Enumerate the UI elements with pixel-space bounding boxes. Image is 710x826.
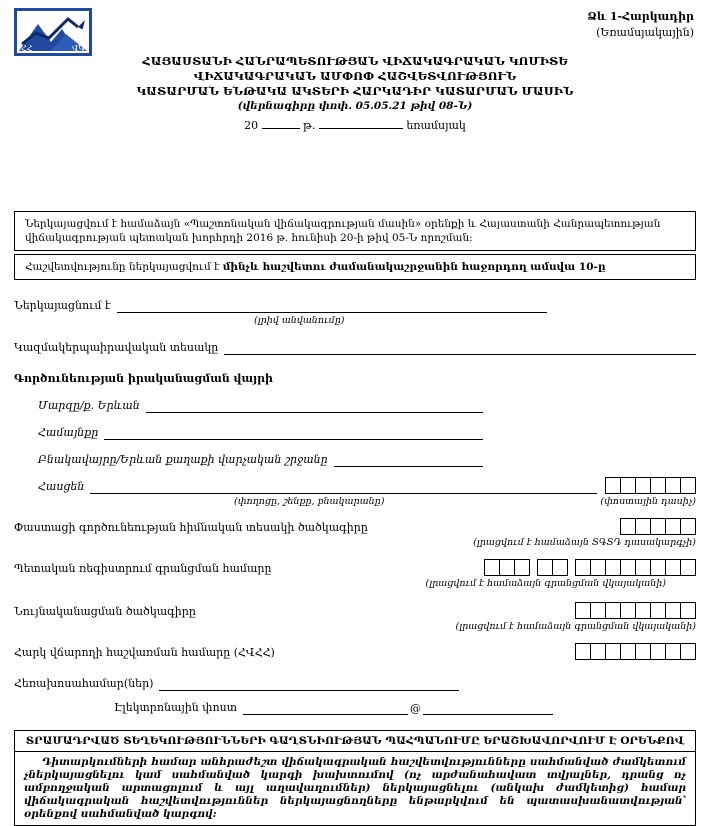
code-box-cell[interactable] [635, 477, 651, 494]
code-box-cell[interactable] [650, 559, 666, 576]
amendment-note: (վերնագիրը փոփ. 05.05.21 թիվ 08-Ն) [237, 100, 473, 112]
box-group [575, 643, 696, 660]
code-box-cell[interactable] [605, 559, 621, 576]
state-register-hint-row [14, 578, 696, 590]
presenter-row [14, 298, 696, 313]
deadline-prefix: Հաշվետվությունը ներկայացվում է [25, 261, 223, 273]
code-box-cell[interactable] [635, 518, 651, 535]
phone-label: Հեռախոսահամար(ներ) [14, 677, 154, 690]
id-code-hint-row [14, 621, 696, 633]
tin-label: Հարկ վճարողի հաշվառման համարը (ՀՎՀՀ) [14, 646, 275, 659]
liability-notice [14, 751, 696, 826]
code-box-cell[interactable] [665, 559, 681, 576]
activity-code-hint: (լրացվում է համաձայն ՏԳՏԴ դասակարգչի) [473, 537, 696, 548]
code-box-cell[interactable] [605, 643, 621, 660]
code-box-cell[interactable] [680, 518, 696, 535]
presenter-hint: (լրիվ անվանումը) [254, 315, 345, 326]
deadline-bold: մինչև հաշվետու ժամանակաշրջանին հաջորդող ամսվա 10-ը [222, 261, 606, 273]
activity-code-label: Փաստացի գործունեության հիմնական տեսակի ծածկագիրը [14, 521, 368, 534]
settlement-input-line[interactable] [334, 454, 483, 467]
year-prefix: 20 [244, 119, 259, 132]
code-box-cell[interactable] [620, 477, 636, 494]
address-hint: (փողոցը, շենքը, բնակարանը) [234, 496, 385, 507]
code-box-cell[interactable] [590, 559, 606, 576]
tin-row [14, 643, 696, 660]
legal-basis-text: Ներկայացվում է համաձայն «Պաշտոնական վիճակագրության մասին» օրենքի և Հայաստանի Հանրապետության վիճակագրության պետական խորհրդի 2016 թ. հունիսի 20-ի թիվ 05-Ն որոշման: [25, 218, 661, 244]
year-blank[interactable] [262, 117, 300, 129]
logo-right-letters: ՎԿ [72, 44, 85, 53]
code-box-cell[interactable] [635, 602, 651, 619]
box-group [605, 477, 696, 494]
box-group [575, 602, 696, 619]
report-subtitle: ԿԱՏԱՐՄԱՆ ԵՆԹԱԿԱ ԱԿՏԵՐԻ ՀԱՐԿԱԴԻՐ ԿԱՏԱՐՄԱՆ ՄԱՍԻՆ [136, 84, 574, 98]
code-box-cell[interactable] [665, 643, 681, 660]
code-box-cell[interactable] [665, 477, 681, 494]
community-row [38, 425, 483, 440]
code-box-cell[interactable] [575, 643, 591, 660]
form-code: Ձև 1-Հարկադիր [587, 10, 694, 23]
code-box-cell[interactable] [514, 559, 530, 576]
email-at-sign: @ [409, 702, 421, 715]
code-box-cell[interactable] [605, 477, 621, 494]
code-box-cell[interactable] [665, 602, 681, 619]
settlement-row [38, 452, 483, 467]
settlement-label: Բնակավայրը/Երևան քաղաքի վարչական շրջանը [38, 453, 328, 466]
email-label: Էլեկտրոնային փոստ [114, 701, 237, 714]
email-row [114, 700, 696, 715]
phone-row [14, 676, 696, 691]
logo-left-letters: ՀՀ [21, 44, 33, 53]
presenter-input-line[interactable] [117, 300, 547, 313]
deadline-box [14, 254, 696, 280]
committee-name: ՀԱՅԱՍՏԱՆԻ ՀԱՆՐԱՊԵՏՈՒԹՅԱՆ ՎԻՃԱԿԱԳՐԱԿԱՆ ԿՈՄԻՏԵ [142, 54, 568, 68]
box-group [537, 559, 568, 576]
activity-location-heading: Գործունեության իրականացման վայրի [14, 372, 273, 385]
code-box-cell[interactable] [499, 559, 515, 576]
code-box-cell[interactable] [650, 602, 666, 619]
id-code-boxes[interactable] [575, 602, 696, 619]
code-box-cell[interactable] [635, 643, 651, 660]
id-code-row [14, 602, 696, 619]
code-box-cell[interactable] [680, 602, 696, 619]
code-box-cell[interactable] [620, 518, 636, 535]
form-periodicity: (Եռամսյակային) [596, 26, 694, 39]
code-box-cell[interactable] [552, 559, 568, 576]
armstat-emblem-icon [14, 8, 92, 56]
box-group [575, 559, 696, 576]
region-row [38, 398, 483, 413]
email-user-input-line[interactable] [243, 702, 408, 715]
code-box-cell[interactable] [620, 643, 636, 660]
confidentiality-text: ՏՐԱՄԱԴՐՎԱԾ ՏԵՂԵԿՈՒԹՅՈՒՆՆԵՐԻ ԳԱՂՏՆԻՈՒԹՅԱՆ ՊԱՀՊԱՆՈՒՄԸ ԵՐԱՇԽԱՎՈՐՎՈՒՄ Է ՕՐԵՆՔՈՎ [25, 735, 685, 747]
code-box-cell[interactable] [635, 559, 651, 576]
email-domain-input-line[interactable] [423, 702, 553, 715]
presenter-label: Ներկայացնում է [14, 299, 111, 312]
legal-type-row [14, 340, 696, 355]
id-code-hint: (լրացվում է համաձայն գրանցման վկայականի) [455, 621, 696, 632]
form-code-block [587, 10, 694, 40]
phone-input-line[interactable] [159, 678, 459, 691]
code-box-cell[interactable] [484, 559, 500, 576]
presenter-hint-row [14, 315, 696, 327]
state-register-boxes[interactable] [484, 559, 696, 576]
code-box-cell[interactable] [590, 643, 606, 660]
community-input-line[interactable] [104, 427, 483, 440]
state-register-row [14, 559, 696, 576]
code-box-cell[interactable] [650, 518, 666, 535]
code-box-cell[interactable] [650, 643, 666, 660]
community-label: Համայնքը [38, 426, 99, 439]
box-group [620, 518, 696, 535]
code-box-cell[interactable] [665, 518, 681, 535]
code-box-cell[interactable] [575, 559, 591, 576]
activity-code-boxes[interactable] [620, 518, 696, 535]
liability-text: Դիտարկումների համար անհրաժեշտ վիճակագրական հաշվետվությունները սահմանված ժամկետում չներկայացնելու կամ սահմանված կարգի խախտումով (ոչ արժանահավատ տվյալներ, դրանց ոչ ամբողջական արտացոլում և այլ աղավաղումներ) ներկայացնելու (անկախ ժամկետից) համար վիճակագրական հաշվետվություններ ներկայացնողները ենթարկվում են պատասխանատվության՝ օրենքով սահմանված կարգով: [24, 756, 686, 820]
code-box-cell[interactable] [680, 477, 696, 494]
box-group [484, 559, 530, 576]
year-suffix: թ. [303, 119, 316, 132]
postal-code-boxes[interactable] [605, 477, 696, 494]
code-box-cell[interactable] [590, 602, 606, 619]
code-box-cell[interactable] [680, 643, 696, 660]
activity-code-row [14, 518, 696, 535]
state-register-label: Պետական ռեգիստրում գրանցման համարը [14, 562, 272, 575]
address-label: Հասցեն [38, 480, 85, 493]
report-title: ՎԻՃԱԿԱԳՐԱԿԱՆ ԱՄՓՈՓ ՀԱՇՎԵՏՎՈՒԹՅՈՒՆ [193, 69, 517, 83]
code-box-cell[interactable] [650, 477, 666, 494]
address-hint-row [14, 496, 696, 508]
state-register-hint: (լրացվում է համաձայն գրանցման վկայականի) [425, 578, 666, 589]
form-body [14, 298, 696, 715]
legal-type-input-line[interactable] [224, 342, 696, 355]
code-box-cell[interactable] [575, 602, 591, 619]
confidentiality-banner [14, 730, 696, 752]
armstat-logo [14, 8, 94, 56]
activity-code-hint-row [14, 537, 696, 549]
code-box-cell[interactable] [620, 602, 636, 619]
region-label: Մարզը/ք. Երևան [38, 399, 140, 412]
quarter-blank[interactable] [319, 117, 403, 129]
legal-type-label: Կազմակերպաիրավական տեսակը [14, 341, 219, 354]
code-box-cell[interactable] [605, 602, 621, 619]
code-box-cell[interactable] [680, 559, 696, 576]
code-box-cell[interactable] [537, 559, 553, 576]
period-line [14, 117, 696, 133]
code-box-cell[interactable] [620, 559, 636, 576]
address-input-line[interactable] [90, 481, 597, 494]
postal-code-hint: (փոստային դասիչ) [600, 496, 696, 507]
tin-boxes[interactable] [575, 643, 696, 660]
region-input-line[interactable] [146, 400, 483, 413]
quarter-label: եռամսյակ [406, 119, 466, 132]
id-code-label: Նույնականացման ծածկագիրը [14, 605, 196, 618]
legal-basis-box [14, 211, 696, 251]
address-row [38, 477, 696, 494]
